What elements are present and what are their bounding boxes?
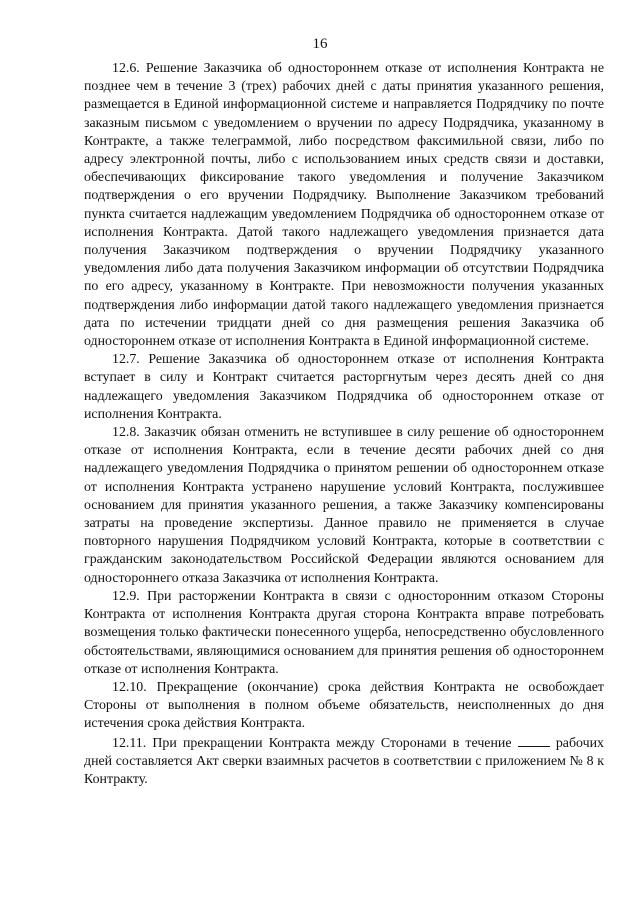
paragraph-12-6: 12.6. Решение Заказчика об одностороннем отказе от исполнения Контракта не позднее чем в течение 3 (трех) рабочих дней с даты принятия указанного решения, размещается в Единой информационной системе и направляется Подрядчику по почте заказным письмом с уведомлением о вручении по адресу Подрядчика, указанному в Контракте, а также телеграммой, либо посредством факсимильной связи, либо по адресу электронной почты, либо с использованием иных средств связи и доставки, обеспечивающих фиксирование такого уведомления и получение Заказчиком подтверждения о его вручении Подрядчику. Выполнение Заказчиком требований пункта считается надлежащим уведомлением Подрядчика об одностороннем отказе от исполнения Контракта. Датой такого надлежащего уведомления признается дата получения Заказчиком подтверждения о вручении Подрядчику указанного уведомления либо дата получения Заказчиком информации об отсутствии Подрядчика по его адресу, указанному в Контракте. При невозможности получения указанных подтверждения либо информации датой такого надлежащего уведомления признается дата по истечении тридцати дней со дня размещения решения Заказчика об одностороннем отказе от исполнения Контракта в Единой информационной системе. — [84, 61, 604, 350]
paragraph-12-11-start: 12.11. При прекращении Контракта между Сторонами в течение — [112, 735, 518, 751]
paragraph-12-11-end: рабочих дней составляется Акт сверки взаимных расчетов в соответствии с приложением № 8 к Контракту. — [84, 735, 604, 787]
paragraph-12-9: 12.9. При расторжении Контракта в связи с односторонним отказом Стороны Контракта от исполнения Контракта другая сторона Контракта вправе потребовать возмещения только фактически понесенного ущерба, непосредственно обусловленного обстоятельствами, являющимися основанием для принятия решения об одностороннем отказе от исполнения Контракта. — [84, 588, 604, 677]
blank-days-field — [518, 734, 550, 747]
paragraph-12-8: 12.8. Заказчик обязан отменить не вступившее в силу решение об одностороннем отказе от исполнения Контракта, если в течение десяти рабочих дней со дня надлежащего уведомления Подрядчика о принятом решении об одностороннем отказе от исполнения Контракта устранено нарушение условий Контракта, послужившее основанием для принятия указанного решения, а также Заказчику компенсированы затраты на проведение экспертизы. Данное правило не применяется в случае повторного нарушения Подрядчиком условий Контракта, которые в соответствии с гражданским законодательством Российской Федерации являются основанием для одностороннего отказа Заказчика от исполнения Контракта. — [84, 425, 604, 586]
paragraph-12-10: 12.10. Прекращение (окончание) срока действия Контракта не освобождает Стороны от выполнения в полном объеме обязательств, неисполненных до дня истечения срока действия Контракта. — [84, 679, 604, 732]
document-body — [84, 60, 604, 789]
page-number: 16 — [312, 36, 328, 52]
paragraph-12-7: 12.7. Решение Заказчика об одностороннем отказе от исполнения Контракта вступает в силу и Контракт считается расторгнутым через десять дней со дня надлежащего уведомления Заказчиком Подрядчика об одностороннем отказе от исполнения Контракта. — [84, 352, 604, 422]
paragraph-12-11 — [84, 734, 604, 790]
